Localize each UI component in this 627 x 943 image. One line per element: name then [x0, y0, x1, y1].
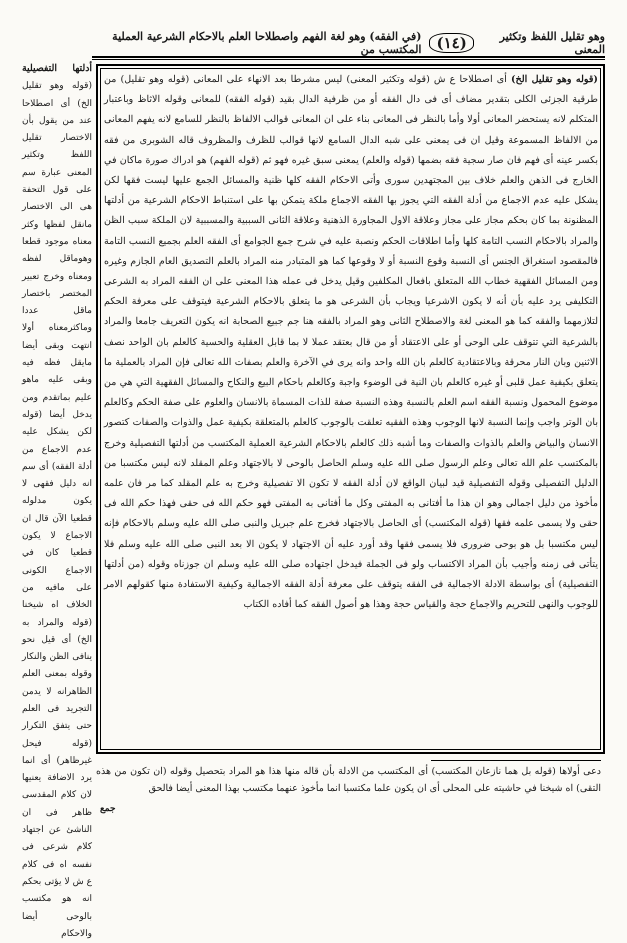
footer-rule — [431, 760, 601, 761]
main-body: أى اصطلاحا ع ش (قوله وتكثير المعنى) ليس مشرطا بعد الانهاء على المعانى (قوله وهو تقليل) من طرقية الجزئى الكلى بتقدير مضاف أى فى دال الفقه أو من ظرفية الدال بقيد (قوله الفقه) للمعانى وقوله الاثاظ وباعتبار المتكلم لانه يستحضر المعانى أولا وأما بالنظر فى المعانى بناء على ان المعانى قوالب الالفاظ بالنظر للسامع لانه يفهم المعانى من الالفاظ المسموعة وقيل ان فى يمعنى على شبه الدال السامع لانها قوالب للظرف والمظروف قاله الشوبرى من فقه بكسر عينه أى فهم فان صار سجية فقه بضمها (قوله والعلم) يمعنى سبق غيره فهو ثم (قوله الفهم) هو ادراك صورة ماكان في الخارج فى الذهن والعلم خلاف بين المجتهدين سورى وأتى الاحكام الفقه كلها ظنية والمسائل الجمع عليها ليست فقها لكن يشكل عليه عدم الاجماع من أدلة الفقه التي يجوز بها الفقه الاجماع ملكة يتمكن بها على استنباط الاحكام الشرعية من أدلتها المظنونة بما كان بحكم مجاز على مجاز وعلاقة الاول المجاورة الذهنية وعلاقة الثانى السببية والمسببية لان الملكة سبب الظن والمراد بالاحكام النسب التامة كلها وأما اطلاقات الحكم ونصبة عليه في شرح جمع الجوامع أى الفقه العلم بجميع النسب التامة فالمقصود استغراق الجنس أى النسبة وقوع النسبة أو لا وقوعها كما هو المتبادر منه المراد بالعلم التصديق العام الجازم وغيره ومن المسائل الفقهية خطاب الله المتعلق بافعال المكلفين وقيل يدخل فى عمله هذا المعنى على ان الفقه المراد به الشرعى التكليفى يرد عليه بأن أنه لا يكون الاشرعيا ويجاب بأن الشرعى هو ما يتعلق بالاحكام الشرعية فيتوقف على معرفة الحكم لتلازمهما والفقه كما هو المعنى لغة والاصطلاح الثانى وهو المراد بالفقه هنا جم جبيع الصحابة انه يكون التعريف جامعا والمراد بالشرعية التي تتوقف على الوحى أو على الاعتقاد أو من قال بعتقد عملا لا بما قابل العقلية والحسية كالعلم بان الواحد نصف الاثنين وبان النار محرقة وبالاعتقادية كالعلم بان الله واحد وانه يرى في الآخرة والعلم بصفات الله تعالى فإن المراد بالعملية ما يتعلق بكيفية عمل قلبى أو غيره كالعلم بان النية فى الوضوء واجبة وكالعلم باحكام البيع والنكاح والمسائل الفقهية التي هي من موضوع المحمول ونسبة الفقه اسم العلم بالنسبة وهذه النسبة صفة للذات المسماة بالانسان والعلوم على صفة الحكم وكالعلم بان الوتر واجب وإنما النسبة لانها الوجوب وهذه الفقيه تعلقت بالوجوب كالعلم بالمتعلقة بكيفية عمل والذوات والصفات كتصور الانسان والبياض والعلم بالذوات والصفات وما أشبه ذلك كالعلم بالاحكام الشرعية العملية المكتسب من أدلتها التفصيلية وخرج بالمكتسب علم الله تعالى وعلم الرسول صلى الله عليه وسلم الحاصل بالوحى لا بالاجتهاد وعلم المقلد لانه ليس مكتسبا من الدليل التفصيلى وقوله التفصيلية قيد لبيان الواقع لان أدلة الفقه لا تكون الا تفصيلية وخرج به علم المقلد كما مر فان علمه مأخوذ من دليل اجمالى وهو ان هذا ما أفتانى به المفتى وكل ما أفتانى به المفتى فهو حكم الله فى حقى فهذا حكم الله فى حقى ولا يسمى علمه فقها (قوله المكتسب) أى الحاصل بالاجتهاد فخرج علم جبريل والنبى صلى الله عليه وسلم بالاحكام فإنه ليس مكتسبا بل هو بوحى ضرورى فلا يسمى فقها وقد أورد عليه أن الاجتهاد لا يكون الا بعد النبى صلى الله عليه وسلم فلا يتأتى فى زمنه وأجيب بأن المراد الاكتساب ولو فى الجملة فيدخل اجتهاده صلى الله عليه وسلم ان جوزناه وقوله (من أدلتها التفصيلية) أى بواسطة الادلة الاجمالية فى الفقه يتوقف على معرفة أدلة الفقه الاجمالية وكيفية الاستفادة منها كقولهم الامر للوجوب والنهى للتحريم والاجماع حجة والقياس حجة وهذا هو أصول الفقه كما أفاده الكتاب — [104, 74, 598, 611]
main-commentary — [104, 70, 598, 750]
header-rule — [92, 56, 605, 58]
margin-heading: أدلتها التفصيلية — [22, 63, 92, 74]
header-right-title: وهو تقليل اللفظ وتكثير المعنى — [499, 30, 605, 56]
catchword: جمع — [100, 804, 116, 814]
page-number: (١٤) — [429, 33, 473, 53]
margin-commentary — [22, 58, 92, 939]
header-center-title: (في الفقه) وهو لغة الفهم واصطلاحا العلم بالاحكام الشرعية العملية المكتسب من — [112, 30, 422, 56]
footer-text: دعى أولاها (قوله بل هما نازعان المكتسب) أى المكتسب من الادلة بأن قاله منها هذا هو المراد بتحصيل وقوله (ان تكون من هذه التقى) اه شيخنا في حاشيته على المحلى أى ان يكون علما مكتسبا انما مأخوذ عنهما مكتسب بهذا المعنى أيضا فالحق — [96, 766, 601, 794]
page-header — [92, 30, 605, 56]
page-footer — [96, 760, 601, 820]
main-lead: (قوله وهو تقليل الخ) — [510, 74, 598, 85]
header-rule-thin — [92, 59, 605, 60]
margin-body: (قوله وهو تقليل الخ) أى اصطلاحا عند من يقول بأن الاختصار تقليل اللفظ وتكثير المعنى عبارة سم على قول التحفة هى الى الاختصار مانقل لفظها وكثر معناه موجود قطعا وهوماقل لفظه ومعناه وخرج تعبير المختصر باختصار ماقل عددا وماكثرمعناه أولا انتهت وبقى أيضا مايقل فظه فيه وبقى عليه ماهو عليم بماتقدم ومن يدخل أيضا (قوله لكن يشكل عليه عدم الاجماع من أدلة الفقه) أى سم انه دليل فقهى لا يكون مدلوله قطعيا الآن قال ان الاجماع لا يكون قطعيا كان في الاجماع الكونى على مافيه من الخلاف اه شيخنا (قوله والمراد به الخ) أى قيل نحو ينافى الظن والنكار وقوله بمعنى العلم الظاهرانه لا يدمن التجريد فى العلم حتى يتفق التكرار (قوله فيحل غيرظاهر) أى انما يرد الاضافة يعنيها لان كلام المقدسى ظاهر فى ان الناشئ عن اجتهاد كلام شرعى فى نفسه اه فى كلام ع ش لا يؤتى بحكم انه هو مكتسب بالوحى أيضا والاحكام — [22, 81, 92, 939]
